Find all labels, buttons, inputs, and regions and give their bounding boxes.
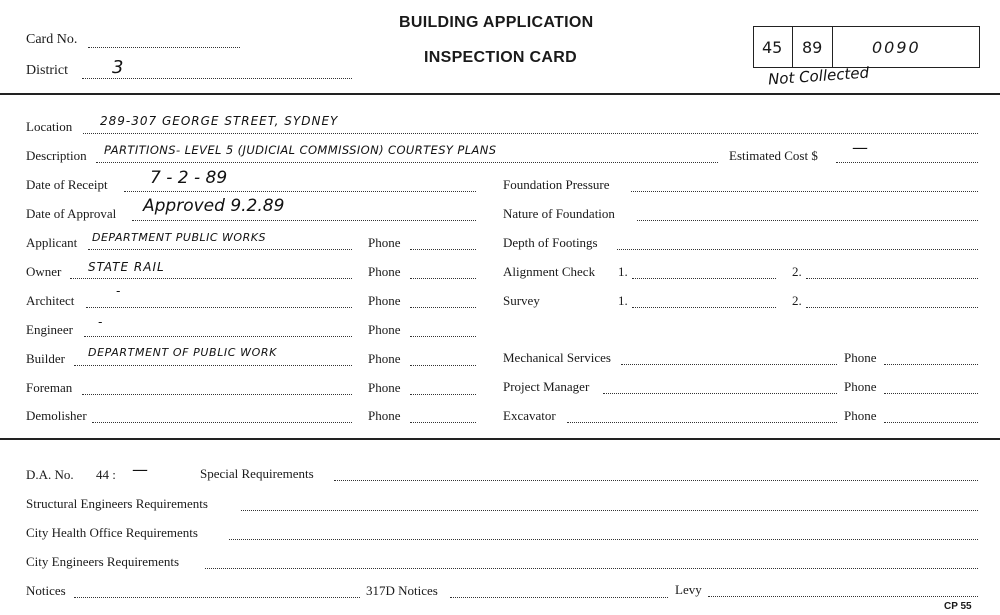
card-number-box xyxy=(753,26,980,68)
mechanical-services-label: Mechanical Services xyxy=(503,350,611,365)
engineer-value: - xyxy=(98,315,104,329)
card-no-line xyxy=(88,47,240,48)
demolisher-phone-label: Phone xyxy=(368,408,401,423)
survey-1-line xyxy=(632,307,776,308)
date-of-receipt-line xyxy=(124,191,476,192)
engineer-line xyxy=(84,336,352,337)
engineer-phone-line xyxy=(410,336,476,337)
notices-line xyxy=(74,597,360,598)
architect-line xyxy=(86,307,352,308)
structural-engineers-requirements-label: Structural Engineers Requirements xyxy=(26,496,208,511)
applicant-line xyxy=(88,249,352,250)
builder-label: Builder xyxy=(26,351,65,366)
mechanical-services-phone-label: Phone xyxy=(844,350,877,365)
excavator-phone-label: Phone xyxy=(844,408,877,423)
box-divider-1 xyxy=(792,27,793,67)
applicant-value: DEPARTMENT PUBLIC WORKS xyxy=(92,231,266,244)
alignment-check-2-line xyxy=(806,278,978,279)
city-engineers-requirements-label: City Engineers Requirements xyxy=(26,554,180,569)
builder-value: DEPARTMENT OF PUBLIC WORK xyxy=(88,346,277,359)
notices-317d-line xyxy=(450,597,668,598)
architect-phone-line xyxy=(410,307,476,308)
architect-label: Architect xyxy=(26,293,75,308)
foreman-phone-line xyxy=(410,394,476,395)
nature-of-foundation-line xyxy=(637,220,978,221)
special-requirements-label: Special Requirements xyxy=(200,466,314,481)
demolisher-label: Demolisher xyxy=(26,408,87,423)
estimated-cost-value: — xyxy=(852,138,869,157)
card-no-label: Card No. xyxy=(26,32,78,47)
da-no-label: D.A. No. xyxy=(26,467,74,482)
da-no-value: 44 : xyxy=(96,467,116,482)
foreman-label: Foreman xyxy=(26,380,73,395)
applicant-label: Applicant xyxy=(26,235,78,250)
city-engineers-requirements-line xyxy=(205,568,978,569)
applicant-phone-label: Phone xyxy=(368,235,401,250)
architect-value: - xyxy=(116,284,122,298)
engineer-phone-label: Phone xyxy=(368,322,401,337)
project-manager-phone-line xyxy=(884,393,978,394)
alignment-check-1-label: 1. xyxy=(618,264,628,279)
owner-line xyxy=(70,278,352,279)
date-of-approval-label: Date of Approval xyxy=(26,206,117,221)
builder-phone-label: Phone xyxy=(368,351,401,366)
special-requirements-line xyxy=(334,480,978,481)
owner-phone-line xyxy=(410,278,476,279)
district-label: District xyxy=(26,63,68,78)
project-manager-line xyxy=(603,393,837,394)
foreman-line xyxy=(82,394,352,395)
survey-1-label: 1. xyxy=(618,293,628,308)
form-code: CP 55 xyxy=(944,601,972,612)
alignment-check-1-line xyxy=(632,278,776,279)
owner-phone-label: Phone xyxy=(368,264,401,279)
alignment-check-label: Alignment Check xyxy=(503,264,596,279)
excavator-label: Excavator xyxy=(503,408,556,423)
date-of-receipt-value: 7 - 2 - 89 xyxy=(150,168,228,188)
structural-engineers-requirements-line xyxy=(241,510,978,511)
mechanical-services-phone-line xyxy=(884,364,978,365)
owner-label: Owner xyxy=(26,264,62,279)
description-line xyxy=(96,162,718,163)
builder-line xyxy=(74,365,352,366)
date-of-approval-line xyxy=(132,220,476,221)
city-health-office-requirements-label: City Health Office Requirements xyxy=(26,525,198,540)
not-collected-note: Not Collected xyxy=(767,63,870,89)
date-of-receipt-label: Date of Receipt xyxy=(26,177,108,192)
middle-rule xyxy=(0,438,1000,440)
header-rule xyxy=(0,93,1000,95)
location-value: 289-307 GEORGE STREET, SYDNEY xyxy=(100,114,339,128)
depth-of-footings-line xyxy=(617,249,978,250)
description-value: PARTITIONS- LEVEL 5 (JUDICIAL COMMISSION) COURTESY PLANS xyxy=(104,143,497,157)
survey-2-label: 2. xyxy=(792,293,802,308)
builder-phone-line xyxy=(410,365,476,366)
survey-label: Survey xyxy=(503,293,540,308)
title-line-1: BUILDING APPLICATION xyxy=(399,14,594,31)
location-line xyxy=(83,133,978,134)
project-manager-label: Project Manager xyxy=(503,379,590,394)
mechanical-services-line xyxy=(621,364,837,365)
box-cell-year: 89 xyxy=(802,38,823,57)
foreman-phone-label: Phone xyxy=(368,380,401,395)
estimated-cost-label: Estimated Cost $ xyxy=(729,148,818,163)
alignment-check-2-label: 2. xyxy=(792,264,802,279)
demolisher-phone-line xyxy=(410,422,476,423)
title-line-2: INSPECTION CARD xyxy=(424,49,577,66)
notices-label: Notices xyxy=(26,583,66,598)
foundation-pressure-label: Foundation Pressure xyxy=(503,177,610,192)
excavator-line xyxy=(567,422,837,423)
architect-phone-label: Phone xyxy=(368,293,401,308)
city-health-office-requirements-line xyxy=(229,539,978,540)
da-no-mark: — xyxy=(132,460,148,479)
description-label: Description xyxy=(26,148,87,163)
box-cell-number: 0090 xyxy=(872,38,921,57)
location-label: Location xyxy=(26,119,73,134)
project-manager-phone-label: Phone xyxy=(844,379,877,394)
depth-of-footings-label: Depth of Footings xyxy=(503,235,598,250)
box-divider-2 xyxy=(832,27,833,67)
date-of-approval-value: Approved 9.2.89 xyxy=(143,196,285,216)
estimated-cost-line xyxy=(836,162,978,163)
levy-label: Levy xyxy=(675,582,702,597)
foundation-pressure-line xyxy=(631,191,978,192)
applicant-phone-line xyxy=(410,249,476,250)
engineer-label: Engineer xyxy=(26,322,73,337)
nature-of-foundation-label: Nature of Foundation xyxy=(503,206,615,221)
excavator-phone-line xyxy=(884,422,978,423)
demolisher-line xyxy=(92,422,352,423)
district-value: 3 xyxy=(112,57,124,78)
notices-317d-label: 317D Notices xyxy=(366,583,438,598)
district-line xyxy=(82,78,352,79)
levy-line xyxy=(708,596,978,597)
owner-value: STATE RAIL xyxy=(88,260,165,274)
survey-2-line xyxy=(806,307,978,308)
box-cell-year-prefix: 45 xyxy=(762,38,783,57)
